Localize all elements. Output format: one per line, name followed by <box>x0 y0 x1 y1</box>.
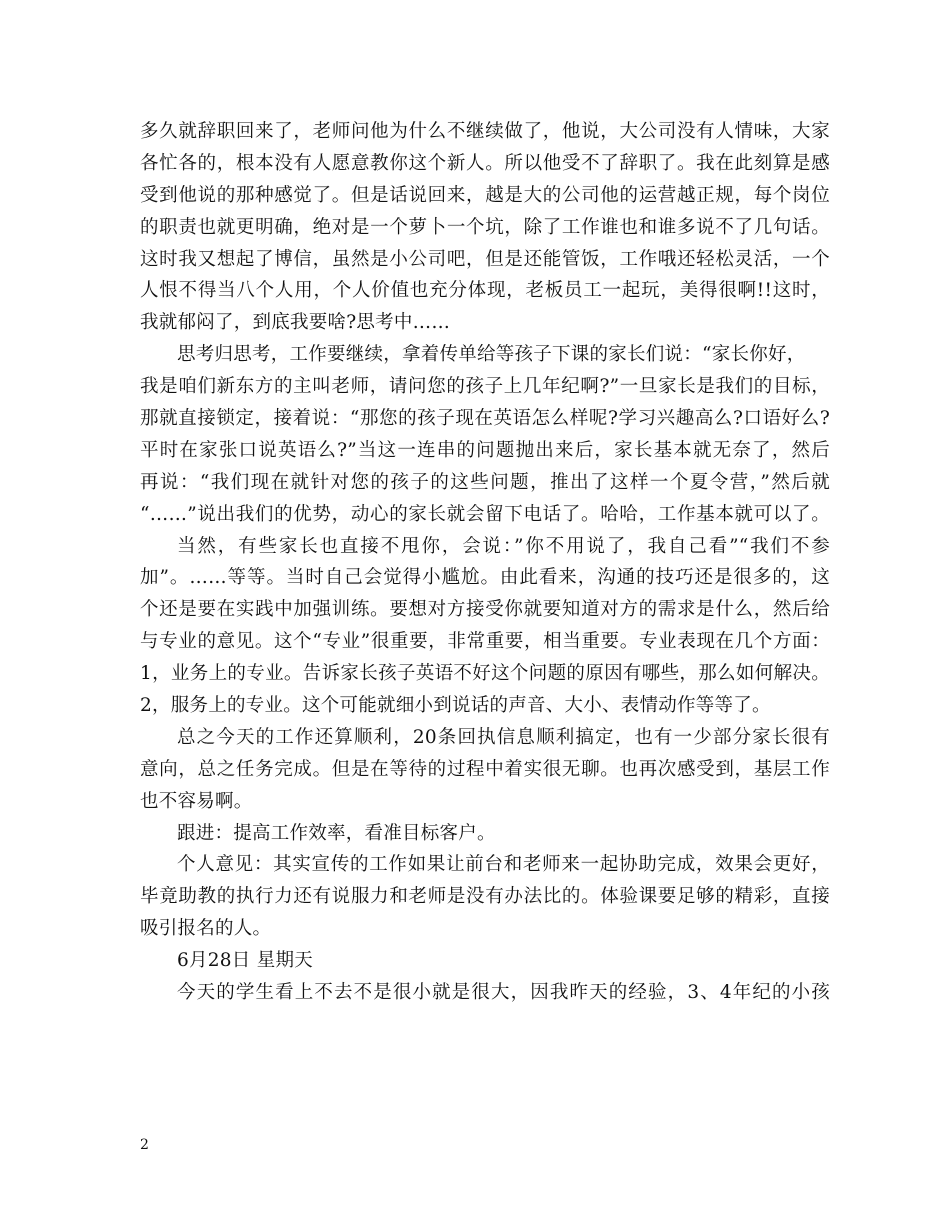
text-line: 当然，有些家长也直接不甩你，会说：”你不用说了，我自己看”“我们不参 <box>177 535 830 557</box>
text-line: 我是咱们新东方的主叫老师，请问您的孩子上几年纪啊?”一旦家长是我们的目标， <box>140 376 830 398</box>
text-line: 加”。……等等。当时自己会觉得小尴尬。由此看来，沟通的技巧还是很多的，这 <box>140 567 830 589</box>
text-line: 人恨不得当八个人用，个人价值也充分体现，老板员工一起玩，美得很啊!!这时， <box>140 280 830 302</box>
text-line: 受到他说的那种感觉了。但是话说回来，越是大的公司他的运营越正规，每个岗位 <box>140 184 830 206</box>
text-line: 个人意见：其实宣传的工作如果让前台和老师来一起协助完成，效果会更好， <box>177 854 830 876</box>
text-line: 那就直接锁定，接着说：“那您的孩子现在英语怎么样呢?学习兴趣高么?口语好么? <box>140 408 830 430</box>
text-line: 也不容易啊。 <box>140 790 253 812</box>
text-line: 与专业的意见。这个“专业”很重要，非常重要，相当重要。专业表现在几个方面： <box>140 631 830 653</box>
text-line: 平时在家张口说英语么?”当这一连串的问题抛出来后，家长基本就无奈了，然后 <box>140 439 830 461</box>
text-line: 这时我又想起了博信，虽然是小公司吧，但是还能管饭，工作哦还轻松灵活，一个 <box>140 248 830 270</box>
body-text <box>140 116 830 1009</box>
text-line: 6月28日 星期天 <box>177 950 313 972</box>
text-line: 1，业务上的专业。告诉家长孩子英语不好这个问题的原因有哪些，那么如何解决。 <box>140 663 830 685</box>
text-line: 2，服务上的专业。这个可能就细小到说话的声音、大小、表情动作等等了。 <box>140 695 771 717</box>
text-line: 多久就辞职回来了，老师问他为什么不继续做了，他说，大公司没有人情味，大家 <box>140 121 830 142</box>
text-line: 意向，总之任务完成。但是在等待的过程中着实很无聊。也再次感受到，基层工作 <box>140 758 830 780</box>
text-line: 我就郁闷了，到底我要啥?思考中…… <box>140 312 451 334</box>
text-line: 毕竟助教的执行力还有说服力和老师是没有办法比的。体验课要足够的精彩，直接 <box>140 886 830 908</box>
text-line: 的职责也就更明确，绝对是一个萝卜一个坑，除了工作谁也和谁多说不了几句话。 <box>140 216 830 238</box>
text-line: “……”说出我们的优势，动心的家长就会留下电话了。哈哈，工作基本就可以了。 <box>140 503 830 525</box>
text-line: 总之今天的工作还算顺利，20条回执信息顺利搞定，也有一少部分家长很有 <box>177 726 830 748</box>
page-number: 2 <box>140 1137 149 1153</box>
text-line: 跟进：提高工作效率，看准目标客户。 <box>177 822 496 844</box>
text-line: 再说：“我们现在就针对您的孩子的这些问题，推出了这样一个夏令营，”然后就 <box>140 471 830 493</box>
text-line: 思考归思考，工作要继续，拿着传单给等孩子下课的家长们说：“家长你好， <box>177 344 806 366</box>
text-line: 今天的学生看上不去不是很小就是很大，因我昨天的经验，3、4年纪的小孩 <box>177 982 830 1004</box>
text-line: 吸引报名的人。 <box>140 918 272 940</box>
text-line: 个还是要在实践中加强训练。要想对方接受你就要知道对方的需求是什么，然后给 <box>140 599 830 621</box>
text-line: 各忙各的，根本没有人愿意教你这个新人。所以他受不了辞职了。我在此刻算是感 <box>140 152 830 174</box>
